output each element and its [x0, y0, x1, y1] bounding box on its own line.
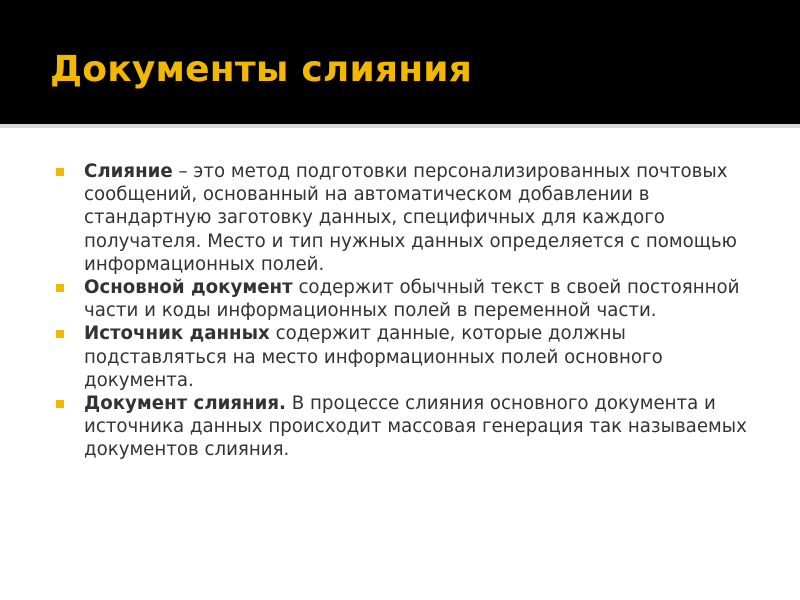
title-bar — [0, 0, 800, 124]
slide-title: Документы слияния — [50, 49, 473, 90]
definition-merge: – это метод подготовки персонализированных почтовых сообщений, основанный на автоматическом добавлении в стандартную заготовку данных, специфичных для каждого получателя. Место и тип нужных данных определяется с помощью информационных полей. — [84, 161, 737, 275]
definition-data-source: содержит данные, которые должны подставляться на место информационных полей основного документа. — [84, 323, 663, 391]
square-bullet-icon — [56, 168, 64, 176]
bullet-item-merge — [54, 160, 754, 276]
bullet-list — [54, 160, 754, 462]
square-bullet-icon — [56, 330, 64, 338]
definition-merge-document: В процессе слияния основного документа и источника данных происходит массовая генерация так называемых документов слияния. — [84, 393, 747, 461]
title-divider — [0, 124, 800, 128]
bullet-item-data-source — [54, 322, 754, 392]
square-bullet-icon — [56, 284, 64, 292]
bullet-item-merge-document — [54, 392, 754, 462]
term-merge: Слияние — [84, 161, 173, 182]
definition-main-document: содержит обычный текст в своей постоянной части и коды информационных полей в переменной части. — [84, 277, 740, 322]
term-data-source: Источник данных — [84, 323, 270, 345]
term-merge-document: Документ слияния. — [84, 393, 286, 415]
square-bullet-icon — [56, 400, 64, 408]
bullet-item-main-document — [54, 276, 754, 322]
term-main-document: Основной документ — [84, 277, 293, 299]
